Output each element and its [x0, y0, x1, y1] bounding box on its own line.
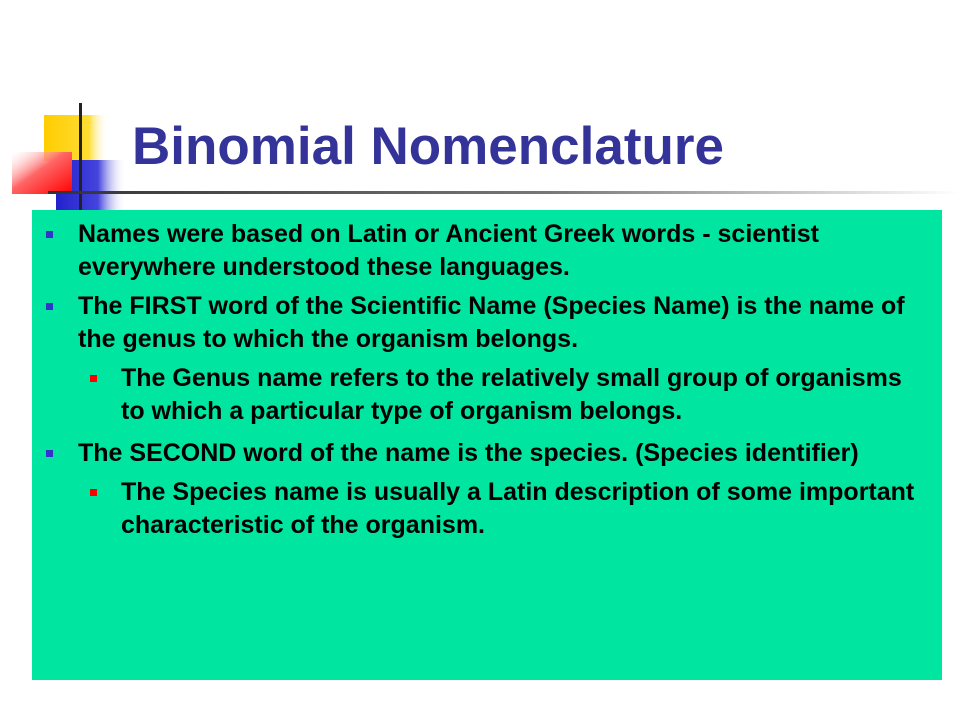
square-bullet-icon: [46, 231, 53, 238]
bullet-item: [32, 218, 942, 284]
bullet-text: The Species name is usually a Latin description of some important characteristic of the organism.: [121, 478, 915, 539]
decorative-corner-graphic: [0, 0, 140, 220]
sub-bullet-item: [32, 362, 942, 428]
bullet-text: The SECOND word of the name is the species. (Species identifier): [78, 439, 859, 467]
bullet-item: [32, 290, 942, 356]
square-bullet-icon: [90, 489, 97, 496]
sub-bullet-item: [32, 476, 942, 542]
square-bullet-icon: [46, 303, 53, 310]
vertical-line: [79, 103, 82, 211]
content-panel: [32, 210, 942, 680]
square-bullet-icon: [90, 375, 97, 382]
bullet-text: The Genus name refers to the relatively small group of organisms to which a particular type of organism belongs.: [121, 364, 902, 425]
square-bullet-icon: [46, 450, 53, 457]
title-underline: [48, 191, 960, 194]
bullet-list: [32, 218, 942, 551]
bullet-text: The FIRST word of the Scientific Name (Species Name) is the name of the genus to which the organism belongs.: [78, 292, 905, 353]
red-square: [12, 152, 72, 194]
bullet-item: [32, 437, 942, 470]
bullet-text: Names were based on Latin or Ancient Greek words - scientist everywhere understood these languages.: [78, 220, 819, 281]
slide-title: Binomial Nomenclature: [132, 117, 724, 176]
